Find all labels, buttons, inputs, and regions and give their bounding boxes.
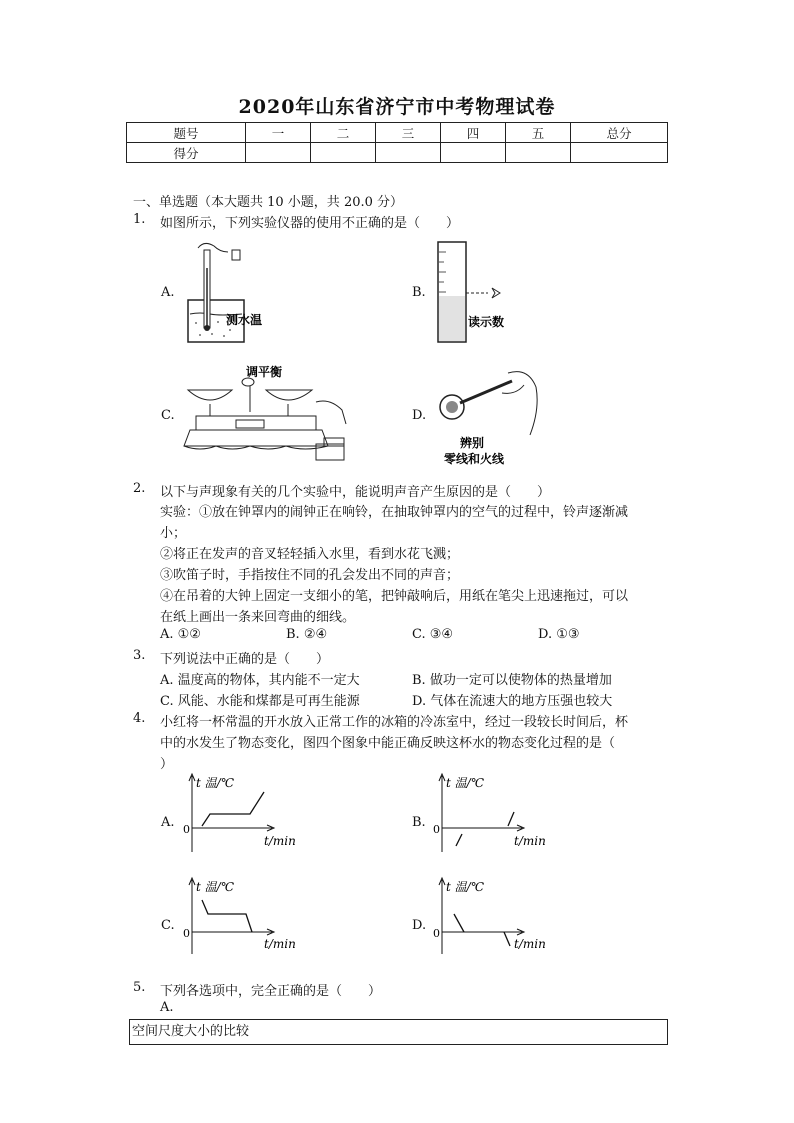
score-table (126, 122, 668, 163)
q1-caption-d1: 辨别 (460, 436, 485, 450)
graph-b-origin: 0 (433, 823, 440, 836)
test-pen-figure (432, 365, 552, 470)
q3-option[interactable]: A. 温度高的物体，其内能不一定大 (160, 673, 360, 688)
graph-d (430, 874, 580, 964)
q1-caption-a: 测水温 (226, 313, 263, 327)
q1-option-c-label: C. (161, 408, 175, 423)
score-cell[interactable] (246, 143, 311, 163)
graph-d-curve (454, 914, 464, 932)
q3-option[interactable]: B. 做功一定可以使物体的热量增加 (412, 673, 612, 688)
score-cell[interactable] (311, 143, 376, 163)
graph-a (180, 770, 330, 860)
q1-option-d-label: D. (412, 408, 427, 423)
q2-line: ②将正在发声的音叉轻轻插入水里，看到水花飞溅； (160, 547, 460, 562)
graph-c-origin: 0 (183, 927, 190, 940)
graph-a-ylabel: t 温/℃ (196, 776, 235, 790)
q1-caption-d2: 零线和火线 (444, 452, 505, 466)
q2-line: 实验：①放在钟罩内的闹钟正在响铃，在抽取钟罩内的空气的过程中，铃声逐渐减 (160, 505, 629, 520)
graph-d-xlabel: t/min (514, 937, 546, 951)
graph-d-curve (504, 932, 510, 946)
graph-d-ylabel: t 温/℃ (446, 880, 485, 894)
q2-line: 小； (160, 526, 187, 541)
q2-line: 在纸上画出一条来回弯曲的细线。 (160, 610, 356, 625)
graph-b (430, 770, 580, 860)
graduated-cylinder-figure (430, 238, 530, 348)
q2-line: ③吹笛子时，手指按住不同的孔会发出不同的声音； (160, 568, 460, 583)
score-table-header-row (127, 123, 668, 143)
score-header-cell: 题号 (127, 123, 246, 143)
score-cell[interactable] (506, 143, 571, 163)
q4-option-b-label: B. (412, 815, 426, 830)
q4-stem-line: 中的水发生了物态变化，图四个图象中能正确反映这杯水的物态变化过程的是（ (160, 736, 616, 751)
graph-a-xlabel: t/min (264, 834, 296, 848)
score-table-row (127, 143, 668, 163)
q5-number: 5. (133, 980, 146, 995)
score-row-label: 得分 (127, 143, 246, 163)
score-header-cell: 四 (441, 123, 506, 143)
q4-option-a-label: A. (161, 815, 175, 830)
q2-stem: 以下与声现象有关的几个实验中，能说明声音产生原因的是（ ） (160, 485, 551, 500)
score-cell[interactable] (376, 143, 441, 163)
graph-c-xlabel: t/min (264, 937, 296, 951)
thermometer-beaker-figure (180, 238, 280, 348)
q4-number: 4. (133, 711, 146, 726)
graph-c-ylabel: t 温/℃ (196, 880, 235, 894)
q2-option[interactable]: A. ①② (160, 627, 201, 642)
score-header-cell: 一 (246, 123, 311, 143)
q2-option[interactable]: D. ①③ (538, 627, 580, 642)
q5-option-a-label: A. (160, 1000, 174, 1015)
q1-caption-b: 读示数 (468, 315, 505, 329)
score-header-cell: 三 (376, 123, 441, 143)
graph-b-curve (456, 834, 462, 846)
score-cell[interactable] (571, 143, 668, 163)
q1-caption-c: 调平衡 (246, 365, 283, 379)
graph-a-curve (202, 792, 264, 826)
q3-stem: 下列说法中正确的是（ ） (160, 652, 330, 667)
q4-option-c-label: C. (161, 918, 175, 933)
q4-option-d-label: D. (412, 918, 427, 933)
q4-stem-line: ） (160, 757, 174, 772)
q4-stem-line: 小红将一杯常温的开水放入正常工作的冰箱的冷冻室中，经过一段较长时间后，杯 (160, 715, 629, 730)
graph-b-ylabel: t 温/℃ (446, 776, 485, 790)
score-header-cell: 二 (311, 123, 376, 143)
q3-option[interactable]: C. 风能、水能和煤都是可再生能源 (160, 694, 360, 709)
q2-option[interactable]: C. ③④ (412, 627, 454, 642)
score-cell[interactable] (441, 143, 506, 163)
graph-b-xlabel: t/min (514, 834, 546, 848)
section-heading: 一、单选题（本大题共 10 小题，共 20.0 分） (133, 195, 404, 210)
balance-scale-figure (180, 360, 350, 470)
graph-b-curve (508, 812, 514, 826)
score-header-cell: 五 (506, 123, 571, 143)
q5-stem: 下列各选项中，完全正确的是（ ） (160, 984, 382, 999)
q2-line: ④在吊着的大钟上固定一支细小的笔，把钟敲响后，用纸在笔尖上迅速拖过，可以 (160, 589, 629, 604)
graph-c (180, 874, 330, 964)
q2-number: 2. (133, 481, 146, 496)
q3-option[interactable]: D. 气体在流速大的地方压强也较大 (412, 694, 613, 709)
q1-stem: 如图所示，下列实验仪器的使用不正确的是（ ） (160, 216, 460, 231)
q1-option-a-label: A. (161, 285, 175, 300)
score-header-cell: 总分 (571, 123, 668, 143)
page-title: 2020年山东省济宁市中考物理试卷 (238, 96, 556, 118)
q5-table-cell: 空间尺度大小的比较 (129, 1019, 668, 1045)
graph-c-curve (202, 900, 252, 932)
q3-number: 3. (133, 648, 146, 663)
q1-number: 1. (133, 212, 146, 227)
q1-option-b-label: B. (412, 285, 426, 300)
graph-d-origin: 0 (433, 927, 440, 940)
graph-a-origin: 0 (183, 823, 190, 836)
q2-option[interactable]: B. ②④ (286, 627, 328, 642)
